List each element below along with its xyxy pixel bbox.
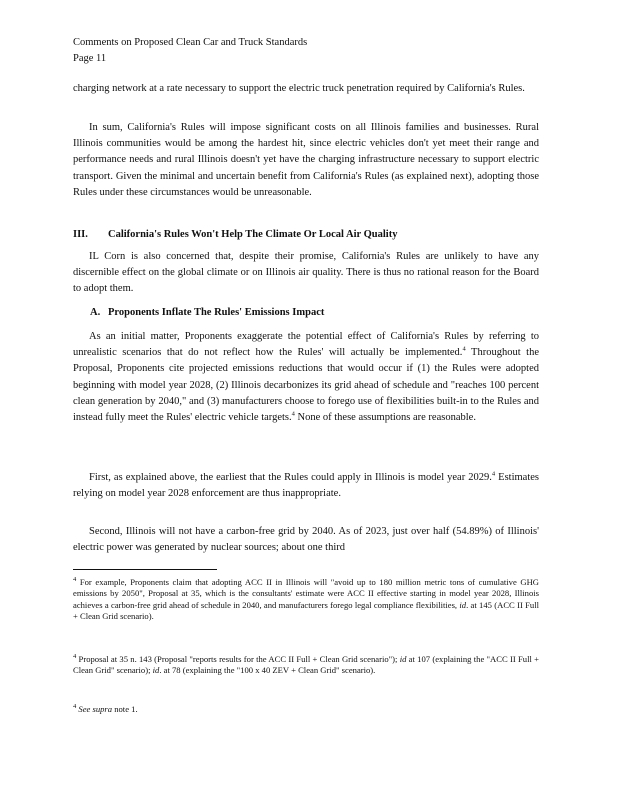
paragraph-first-point [73,470,539,502]
footnote-ref: 4 [491,470,496,478]
footnote-3 [73,704,539,715]
footnote-italic: id [399,654,407,664]
footnote-2 [73,654,539,677]
footnote-italic: id [152,665,160,676]
paragraph-summary: In sum, California's Rules will impose significant costs on all Illinois families and businesses. Rural Illinois communities would be among the hardest hit, since electric vehicles don't yet meet their range and performance needs and rural Illinois doesn't yet have the charging infrastructure necessary to support electric transport. Given the minimal and uncertain benefit from California's Rules (as explained next), adopting those Rules under these circumstances would be unreasonable. [73,122,539,198]
text-run: Throughout the Proposal, Proponents cite projected emissions reductions that would occur if (1) the Rules were adopted beginning with model year 2028, (2) Illinois decarbonizes its grid ahead of schedule and "reaches 100 percent clean generation by 2040," and (3) manufacturers choose to forego use of flexibilities built-in to the Rules and instead fully meet the Rules' electric vehicle targets. [73,347,539,424]
text-run: None of these assumptions are reasonable. [294,412,476,424]
footnote-text: . at 78 (explaining the "100 x 40 ZEV + Clean Grid" scenario). [159,665,376,676]
text-run: First, as explained above, the earliest that the Rules could apply in Illinois is model year 2029. [89,472,492,483]
footnote-text: For example, Proponents claim that adopting ACC II in Illinois will "avoid up to 180 million metric tons of cumulative GHG emissions by 2050", Proposal at 35, which is the consultants' estimate were ACC II effective starting in model year 2028, Illinois achieves a carbon-free grid ahead of schedule in 2040, and manufacturers forego legal compliance flexibilities, [73,577,539,610]
footnote-number: 4 [73,703,77,711]
footnote-text: Proposal at 35 n. 143 (Proposal "reports results for the ACC II Full + Clean Grid scenario"); [78,654,398,664]
subheading-letter: A. [90,307,101,318]
footnote-separator [73,569,217,570]
paragraph-second-point: Second, Illinois will not have a carbon-free grid by 2040. As of 2023, just over half (54.89%) of Illinois' electric power was generated by nuclear sources; about one third [73,526,539,554]
footnote-ref: 4 [462,345,466,353]
paragraph-exaggeration [73,329,539,426]
running-header-page: Page 11 [73,53,107,64]
section-heading-title: California's Rules Won't Help The Climate Or Local Air Quality [108,229,398,240]
footnote-number: 4 [73,653,77,661]
footnote-text: . at 145 (ACC II Full + Clean Grid scenario). [73,599,539,621]
footnote-italic: See supra [78,704,113,714]
section-heading-number: III. [73,229,88,240]
paragraph-continued: charging network at a rate necessary to support the electric truck penetration required by California's Rules. [73,83,525,94]
paragraph-concern: IL Corn is also concerned that, despite their promise, California's Rules are unlikely to have any discernible effect on the global climate or on Illinois air quality. There is thus no rational reason for the Board to adopt them. [73,251,539,295]
footnote-italic: id [459,599,467,610]
footnote-text: at 107 (explaining the "ACC II Full + Clean Grid" scenario); [73,654,540,676]
footnote-text: note 1. [112,704,138,714]
text-run: Estimates relying on model year 2028 enforcement are thus inappropriate. [73,472,540,500]
footnote-number: 4 [73,576,77,584]
text-run: As an initial matter, Proponents exaggerate the potential effect of California's Rules by referring to unrealistic scenarios that do not reflect how the Rules' will actually be implemented. [73,331,539,359]
footnote-1 [73,577,539,622]
subheading-title: Proponents Inflate The Rules' Emissions Impact [108,307,325,318]
running-header-title: Comments on Proposed Clean Car and Truck Standards [73,37,308,48]
footnote-ref: 4 [291,410,295,418]
